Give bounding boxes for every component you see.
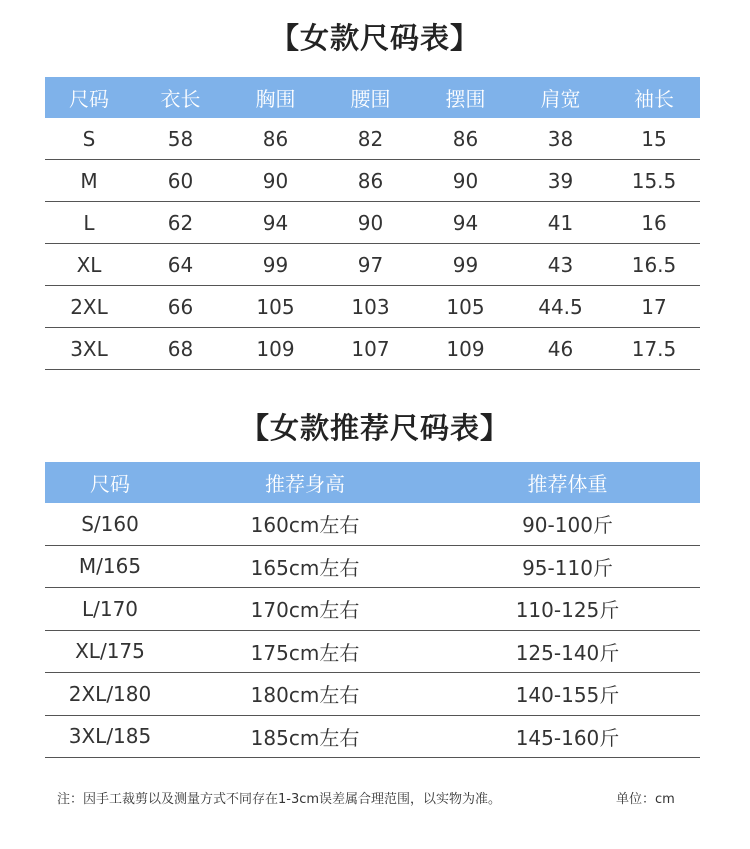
cell-bust: 94: [228, 202, 323, 244]
cell-length: 66: [133, 286, 228, 328]
cell-length: 64: [133, 244, 228, 286]
cell-shoulder: 38: [513, 118, 608, 160]
cell-height: 160cm左右: [175, 503, 435, 545]
table-row: [45, 630, 700, 673]
measurement-note: [57, 788, 675, 807]
cell-sleeve: 16: [608, 202, 700, 244]
table-row: [45, 202, 700, 244]
cell-waist: 90: [323, 202, 418, 244]
table-row: [45, 286, 700, 328]
cell-weight: 145-160斤: [435, 715, 700, 758]
header-length: 衣长: [160, 87, 201, 111]
unit-label: 单位：cm: [616, 792, 675, 807]
header-shoulder: 肩宽: [540, 87, 581, 111]
cell-size: L: [45, 202, 133, 244]
table-row: [45, 244, 700, 286]
cell-hem: 105: [418, 286, 513, 328]
table-row: [45, 673, 700, 716]
cell-shoulder: 43: [513, 244, 608, 286]
cell-waist: 86: [323, 160, 418, 202]
cell-waist: 103: [323, 286, 418, 328]
cell-shoulder: 41: [513, 202, 608, 244]
cell-size: S: [45, 118, 133, 160]
table-row: [45, 545, 700, 588]
header-waist: 腰围: [350, 87, 391, 111]
cell-sleeve: 15.5: [608, 160, 700, 202]
cell-waist: 107: [323, 328, 418, 370]
cell-size: 2XL: [45, 286, 133, 328]
cell-sleeve: 17.5: [608, 328, 700, 370]
recommend-chart-title: 【女款推荐尺码表】: [239, 411, 510, 445]
cell-hem: 86: [418, 118, 513, 160]
header-bust: 胸围: [255, 87, 296, 111]
table-row: [45, 715, 700, 758]
cell-size: 2XL/180: [45, 673, 175, 716]
cell-height: 185cm左右: [175, 715, 435, 758]
cell-sleeve: 16.5: [608, 244, 700, 286]
header-sleeve: 袖长: [634, 87, 674, 111]
cell-bust: 90: [228, 160, 323, 202]
cell-height: 170cm左右: [175, 588, 435, 631]
cell-weight: 95-110斤: [435, 545, 700, 588]
note-text: 注：因手工裁剪以及测量方式不同存在1-3cm误差属合理范围，以实物为准。: [57, 792, 502, 807]
cell-size: M/165: [45, 545, 175, 588]
cell-weight: 140-155斤: [435, 673, 700, 716]
cell-size: L/170: [45, 588, 175, 631]
cell-bust: 105: [228, 286, 323, 328]
cell-waist: 82: [323, 118, 418, 160]
cell-hem: 90: [418, 160, 513, 202]
cell-weight: 125-140斤: [435, 630, 700, 673]
cell-size: M: [45, 160, 133, 202]
header-size: 尺码: [69, 87, 109, 111]
header-height: 推荐身高: [265, 472, 345, 496]
recommend-chart-table: [45, 462, 700, 758]
cell-height: 175cm左右: [175, 630, 435, 673]
cell-bust: 109: [228, 328, 323, 370]
cell-waist: 97: [323, 244, 418, 286]
header-hem: 摆围: [445, 87, 486, 111]
cell-size: S/160: [45, 503, 175, 545]
cell-hem: 94: [418, 202, 513, 244]
table-row: [45, 328, 700, 370]
cell-size: 3XL: [45, 328, 133, 370]
cell-height: 165cm左右: [175, 545, 435, 588]
cell-length: 60: [133, 160, 228, 202]
header-size: 尺码: [90, 472, 130, 496]
cell-length: 58: [133, 118, 228, 160]
cell-bust: 86: [228, 118, 323, 160]
cell-size: XL: [45, 244, 133, 286]
cell-hem: 109: [418, 328, 513, 370]
cell-length: 68: [133, 328, 228, 370]
cell-shoulder: 39: [513, 160, 608, 202]
cell-sleeve: 17: [608, 286, 700, 328]
table-row: [45, 118, 700, 160]
cell-bust: 99: [228, 244, 323, 286]
cell-size: 3XL/185: [45, 715, 175, 758]
cell-weight: 110-125斤: [435, 588, 700, 631]
cell-weight: 90-100斤: [435, 503, 700, 545]
table-row: [45, 588, 700, 631]
cell-height: 180cm左右: [175, 673, 435, 716]
cell-shoulder: 44.5: [513, 286, 608, 328]
size-chart-table: [45, 77, 700, 370]
table-row: [45, 503, 700, 545]
cell-shoulder: 46: [513, 328, 608, 370]
header-weight: 推荐体重: [527, 472, 608, 496]
size-chart-title: 【女款尺码表】: [269, 21, 480, 55]
cell-hem: 99: [418, 244, 513, 286]
cell-sleeve: 15: [608, 118, 700, 160]
table-row: [45, 160, 700, 202]
recommend-chart-header-row: [45, 462, 700, 503]
size-chart-header-row: [45, 77, 700, 118]
cell-size: XL/175: [45, 630, 175, 673]
cell-length: 62: [133, 202, 228, 244]
